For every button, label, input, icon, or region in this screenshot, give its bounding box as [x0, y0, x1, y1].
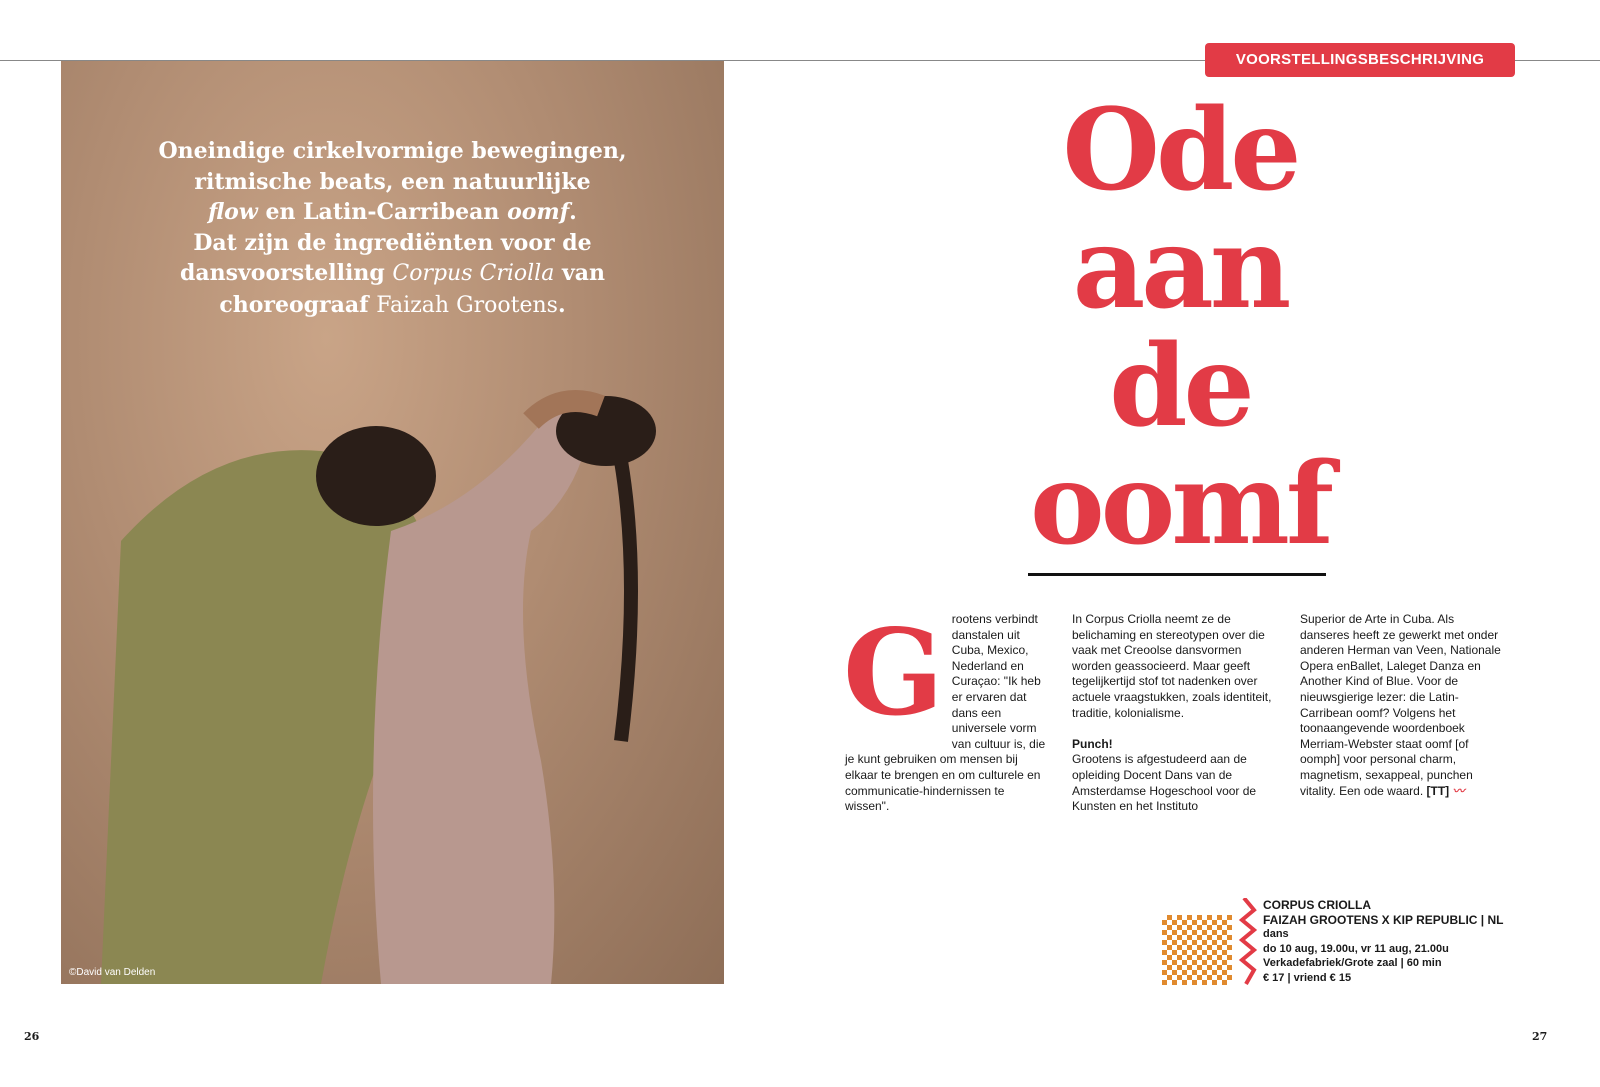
- article-column-2: [1072, 612, 1277, 815]
- subheading: Punch!: [1072, 736, 1113, 751]
- page-number-right: 27: [1532, 1030, 1548, 1043]
- intro-line: ritmische beats, een natuurlijke: [194, 168, 591, 195]
- body-text: rootens verbindt danstalen uit Cuba, Mexico, Nederland en Curaçao: "Ik heb er ervaren dat dans een universele vorm van cultuur is, die je kunt gebruiken om mensen bij elkaar te brengen en om culturele en communicatie-hindernissen te wissen".: [845, 612, 1046, 814]
- qr-code[interactable]: [1162, 915, 1232, 985]
- article-column-1: [843, 603, 1050, 815]
- headline-rule: [1028, 573, 1326, 576]
- event-title: CORPUS CRIOLLA: [1263, 898, 1371, 912]
- headline-line: oomf: [1029, 439, 1331, 570]
- event-artist: FAIZAH GROOTENS X KIP REPUBLIC | NL: [1263, 912, 1504, 927]
- author-signoff: [TT]: [1426, 783, 1450, 798]
- dancers-photo: [61, 61, 724, 984]
- intro-line: choreograaf Faizah Grootens.: [219, 291, 566, 318]
- headline: [980, 85, 1380, 570]
- photo-credit: ©David van Delden: [69, 967, 156, 978]
- intro-em: flow: [208, 199, 258, 225]
- intro-span: Faizah Grootens: [376, 292, 558, 318]
- event-dates: do 10 aug, 19.00u, vr 11 aug, 21.00u: [1263, 942, 1449, 955]
- intro-line: flow en Latin-Carribean oomf.: [208, 199, 577, 225]
- signature-squiggle-icon: 〰: [1452, 783, 1465, 798]
- event-info: [1263, 898, 1504, 985]
- event-genre: dans: [1263, 928, 1289, 940]
- intro-em: Corpus Criolla: [392, 261, 555, 286]
- intro-span: dansvoorstelling: [179, 260, 393, 286]
- headline-line: de: [1109, 321, 1251, 452]
- article-column-3: [1300, 612, 1505, 799]
- event-venue: Verkadefabriek/Grote zaal | 60 min: [1263, 957, 1442, 969]
- section-tag: VOORSTELLINGSBESCHRIJVING: [1205, 43, 1515, 77]
- headline-line: Ode: [1062, 85, 1298, 216]
- body-text: Superior de Arte in Cuba. Als danseres heeft ze gewerkt met onder anderen Herman van Veen, Nationale Opera enBallet, Laleget Danza en Another Kind of Blue. Voor de nieuwsgierige lezer: die Latin-Carribean oomf? Volgens het toonaangevende woordenboek Merriam-Webster staat oomf [of oomph] voor personal charm, magnetism, sexappeal, punchen vitality. Een ode waard.: [1300, 612, 1501, 798]
- headline-line: aan: [1072, 203, 1288, 334]
- intro-span: en Latin-Carribean: [257, 199, 508, 225]
- intro-span: van: [554, 260, 606, 286]
- body-text: Grootens is afgestudeerd aan de opleiding Docent Dans van de Amsterdamse Hogeschool voor de Kunsten en het Instituto: [1072, 752, 1257, 814]
- page-number-left: 26: [24, 1030, 40, 1043]
- intro-line: Dat zijn de ingrediënten voor de: [193, 229, 592, 256]
- zigzag-icon: [1238, 898, 1260, 986]
- intro-line: Oneindige cirkelvormige bewegingen,: [158, 138, 627, 164]
- intro-text: [81, 136, 704, 321]
- drop-cap: G: [843, 603, 944, 742]
- intro-span: choreograaf: [219, 291, 377, 318]
- body-text: In Corpus Criolla neemt ze de belichaming en stereotypen over die vaak met Creoolse dansvormen worden geassocieerd. Maar geeft tegelijkertijd stof tot nadenken over actuele vraagstukken, zoals identiteit, traditie, kolonialisme.: [1072, 612, 1272, 720]
- event-price: € 17 | vriend € 15: [1263, 971, 1352, 984]
- intro-em: oomf: [507, 199, 570, 225]
- intro-line: [81, 258, 704, 290]
